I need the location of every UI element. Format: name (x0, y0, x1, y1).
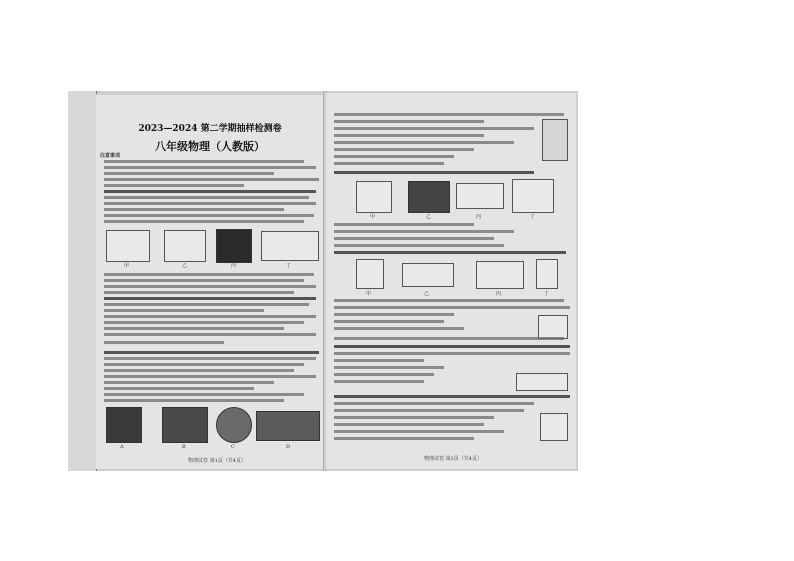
figure-label: D (286, 444, 291, 450)
figure-label: 丁 (530, 214, 536, 220)
exam-subtitle: 八年级物理（人教版） (155, 140, 265, 153)
text-line (104, 341, 224, 344)
figure-sketch (261, 231, 319, 261)
figure-label: 甲 (366, 291, 372, 297)
text-line (104, 279, 304, 282)
text-line (104, 363, 304, 366)
text-line (104, 178, 319, 181)
text-line (104, 291, 294, 294)
text-line (334, 359, 424, 362)
text-line (334, 148, 474, 151)
text-line (104, 196, 309, 199)
text-line (334, 416, 494, 419)
text-line (104, 202, 316, 205)
figure-label: 甲 (124, 263, 130, 269)
text-line (104, 387, 254, 390)
figure-label: 乙 (426, 214, 432, 220)
text-line (104, 351, 319, 354)
text-line (334, 141, 514, 144)
text-line (334, 306, 570, 309)
text-line (334, 395, 570, 398)
figure-sketch (538, 315, 568, 339)
text-line (104, 369, 294, 372)
figure-label: 丁 (544, 291, 550, 297)
figure-label: 甲 (370, 214, 376, 220)
text-line (104, 208, 284, 211)
figure-sketch (402, 263, 454, 287)
photo (106, 407, 142, 443)
ship-photo (256, 411, 320, 441)
text-line (104, 399, 284, 402)
exam-page-2 (326, 93, 576, 469)
text-line (334, 430, 504, 433)
text-line (334, 337, 564, 340)
figure-sketch (540, 413, 568, 441)
figure-sketch (356, 259, 384, 289)
exam-title: 2023—2024 第二学期抽样检测卷 (138, 124, 282, 134)
text-line (334, 244, 504, 247)
figure-sketch (536, 259, 558, 289)
text-line (104, 327, 284, 330)
figure-sketch (512, 179, 554, 213)
text-line (334, 345, 570, 348)
text-line (104, 220, 304, 223)
figure-label: B (182, 444, 186, 450)
text-line (334, 352, 570, 355)
figure-sketch (476, 261, 524, 289)
text-line (104, 172, 274, 175)
text-line (334, 113, 564, 116)
page-footer: 物理试卷 第1页（共4页） (188, 458, 246, 464)
text-line (334, 313, 454, 316)
text-line (104, 297, 316, 300)
rocket-photo (216, 229, 252, 263)
text-line (334, 327, 464, 330)
figure-label: 乙 (182, 263, 188, 269)
bearing-photo (216, 407, 252, 443)
text-line (104, 357, 316, 360)
figure-sketch (164, 230, 206, 262)
text-line (334, 134, 484, 137)
figure-label: 乙 (424, 291, 430, 297)
text-line (104, 321, 304, 324)
text-line (104, 184, 244, 187)
text-line (104, 190, 316, 193)
text-line (104, 309, 264, 312)
text-line (334, 127, 534, 130)
text-line (334, 366, 444, 369)
text-line (104, 166, 316, 169)
figure-sketch (516, 373, 568, 391)
text-line (334, 380, 424, 383)
text-line (334, 373, 434, 376)
figure-label: 丙 (476, 214, 482, 220)
text-line (334, 320, 444, 323)
text-line (334, 437, 474, 440)
text-line (104, 375, 316, 378)
notice-label: 注意事项 (100, 153, 121, 159)
text-line (104, 393, 304, 396)
text-line (104, 285, 316, 288)
text-line (334, 120, 484, 123)
page-footer: 物理试卷 第2页（共4页） (424, 456, 482, 462)
figure-label: C (231, 444, 235, 450)
text-line (334, 251, 566, 254)
text-line (334, 423, 484, 426)
photo (408, 181, 450, 213)
text-line (334, 230, 514, 233)
text-line (334, 223, 474, 226)
figure-label: 丙 (231, 263, 237, 269)
figure-label: A (120, 444, 124, 450)
binding-margin (68, 91, 97, 471)
text-line (334, 409, 524, 412)
figure-label: 丙 (496, 291, 502, 297)
text-line (104, 381, 274, 384)
text-line (334, 299, 564, 302)
text-line (104, 160, 304, 163)
photo (162, 407, 208, 443)
text-line (334, 237, 494, 240)
figure-sketch (356, 181, 392, 213)
figure-sketch (542, 119, 568, 161)
text-line (334, 155, 454, 158)
text-line (334, 162, 444, 165)
text-line (334, 171, 534, 174)
text-line (104, 273, 314, 276)
text-line (104, 333, 316, 336)
text-line (104, 303, 309, 306)
text-line (334, 402, 534, 405)
text-line (104, 214, 314, 217)
figure-label: 丁 (286, 263, 292, 269)
figure-sketch (106, 230, 150, 262)
exam-page-1 (96, 95, 324, 469)
airplane-sketch (456, 183, 504, 209)
text-line (104, 315, 316, 318)
